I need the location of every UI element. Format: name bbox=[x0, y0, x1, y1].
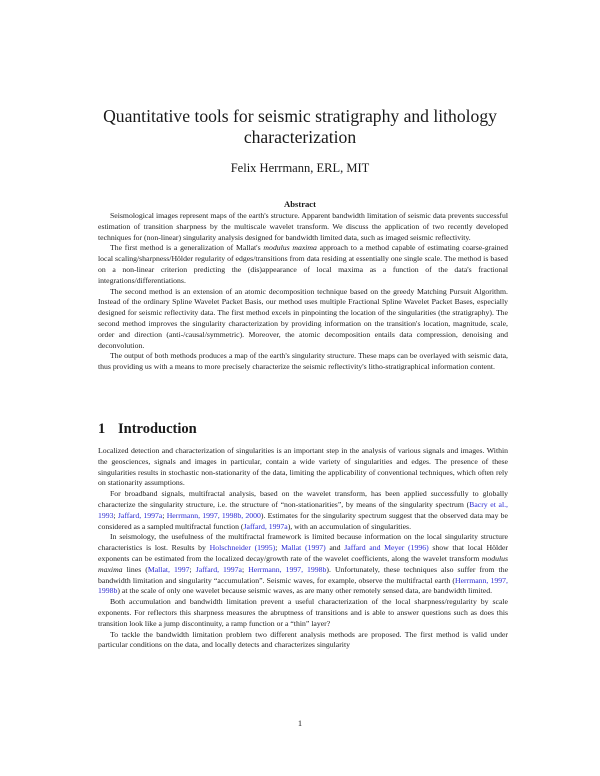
citation-link[interactable]: Jaffard, 1997a bbox=[117, 510, 163, 520]
text-run: ; bbox=[162, 510, 167, 520]
citation-link[interactable]: Holschneider (1995) bbox=[209, 543, 276, 553]
text-run: In seismology, the usefulness of the multifractal framework is limited because information on the local singularity structure characteristics is lost. Results by bbox=[98, 532, 508, 553]
intro-paragraph: Localized detection and characterization of singularities is an important step in the analysis of various signals and images. Within the geosciences, signals and images in particular, contain a wide variety of singularities and edges. The presence of these singularities results in stochastic non-stationarity of the data, limiting the applicability of conventional techniques, which often rely on stationarity assumptions. bbox=[98, 446, 508, 488]
abstract-paragraph: The first method is a generalization of Mallat's modulus maxima approach to a method capable of estimating coarse-grained local scaling/sharpness/Hölder regularity of edges/transitions from data residing at essentially one single scale. The method is based on a non-linear criterion predicting the (dis)appearance of local maxima as a function of the data's fractional integrations/differentiations. bbox=[98, 243, 508, 285]
text-run: ; bbox=[189, 564, 196, 574]
section-heading bbox=[98, 421, 508, 438]
citation-link[interactable]: Jaffard, 1997a bbox=[243, 521, 288, 531]
text-run: ; bbox=[242, 564, 249, 574]
introduction-body bbox=[98, 446, 508, 651]
abstract-paragraph: Seismological images represent maps of the earth's structure. Apparent bandwidth limitation of seismic data prevents successful estimation of transition sharpness by the multiscale wavelet transform. We discuss the application of two recently developed techniques for (non-linear) singularity analysis designed for bandwidth limited data, such as imaged seismic reflectivity. bbox=[98, 211, 508, 242]
abstract-paragraph: The output of both methods produces a map of the earth's singularity structure. These maps can be overlayed with seismic data, thus providing us with a means to more precisely characterize the seismic reflectivity's litho-stratigraphical information content. bbox=[98, 351, 508, 372]
text-run: ; bbox=[113, 510, 118, 520]
citation-link[interactable]: Herrmann, 1997, 1998b bbox=[248, 564, 327, 574]
text-run: ). Estimates for the singularity spectrum suggest that the observed data may be considered as a sampled multifractal function ( bbox=[98, 510, 508, 531]
citation-link[interactable]: Herrmann, 1997, 1998b, 2000 bbox=[166, 510, 261, 520]
text-run: and bbox=[325, 543, 345, 553]
intro-paragraph bbox=[98, 489, 508, 532]
paper-title: Quantitative tools for seismic stratigraphy and lithology characterization bbox=[103, 106, 497, 147]
text-run: lines ( bbox=[122, 564, 148, 574]
section-title: Introduction bbox=[118, 421, 197, 437]
italic-term: modulus maxima bbox=[98, 553, 508, 574]
text-run: ), with an accumulation of singularities. bbox=[287, 521, 412, 531]
abstract-heading: Abstract bbox=[284, 199, 316, 209]
text-run: For broadband signals, multifractal analysis, based on the wavelet transform, has been applied successfully to globally characterize the singularity structure, i.e. the structure of “non-stationarities”, by means of the singularity spectrum ( bbox=[98, 489, 508, 509]
author-line: Felix Herrmann, ERL, MIT bbox=[230, 161, 370, 175]
section-number: 1 bbox=[98, 421, 106, 437]
citation-link[interactable]: Bacry et al., 1993 bbox=[98, 499, 508, 520]
italic-term: modulus maxima bbox=[263, 243, 317, 253]
text-run: ). Unfortunately, these techniques also suffer from the bandwidth limitation and singularity “accumulation”. Seismic waves, for example, observe the multifractal earth ( bbox=[98, 564, 509, 585]
citation-link[interactable]: Mallat (1997) bbox=[281, 543, 326, 553]
page-number: 1 bbox=[297, 718, 303, 728]
text-run: show that local Hölder exponents can be estimated from the localized decay/growth rate of the wavelet coefficients, along the wavelet transform bbox=[98, 543, 508, 563]
intro-paragraph: To tackle the bandwidth limitation problem two different analysis methods are proposed. The first method is valid under particular conditions on the data, and locally detects and characterizes singularity bbox=[98, 629, 508, 650]
text-run: ) at the scale of only one wavelet because seismic waves, as are many other remotely sensed data, are bandwidth limited. bbox=[117, 586, 493, 596]
text-run: ; bbox=[275, 543, 282, 553]
abstract-paragraph: The second method is an extension of an atomic decomposition technique based on the greedy Matching Pursuit Algorithm. Instead of the ordinary Spline Wavelet Packet Basis, our method uses multiple Fractional Spline Wavelet Packet Bases, especially designed for seismic reflectivity data. The first method excels in pinpointing the location of the singularities (the stratigraphy). The second method improves the singularity characterization by providing information on the transition's location, magnitude, scale, order and direction (anti-/causal/symmetric). Moreover, the atomic decomposition entails data compression, denoising and deconvolution. bbox=[98, 286, 508, 350]
intro-paragraph: Both accumulation and bandwidth limitation prevent a useful characterization of the local sharpness/regularity by scale exponents. For reflectors this sharpness measures the abruptness of transitions and is able to answer questions such as does this transition look like a jump discontinuity, a ramp function or a “thin” layer? bbox=[98, 597, 508, 628]
citation-link[interactable]: Herrmann, 1997, 1998b bbox=[98, 575, 508, 596]
intro-paragraph bbox=[98, 532, 508, 597]
citation-link[interactable]: Mallat, 1997 bbox=[147, 564, 190, 574]
citation-link[interactable]: Jaffard and Meyer (1996) bbox=[344, 543, 429, 553]
abstract-block bbox=[98, 211, 508, 373]
citation-link[interactable]: Jaffard, 1997a bbox=[195, 564, 242, 574]
